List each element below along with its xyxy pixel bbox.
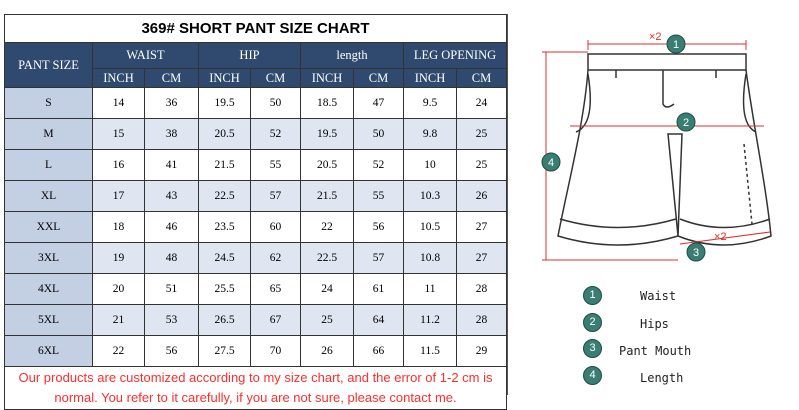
value-cell: 56 [145,336,199,367]
value-cell: 55 [251,150,301,181]
table-row [5,336,507,367]
value-cell: 43 [145,181,199,212]
value-cell: 28 [457,305,507,336]
value-cell: 65 [251,274,301,305]
size-cell: L [5,150,93,181]
value-cell: 9.8 [404,119,457,150]
value-cell: 21.5 [199,150,251,181]
table-row [5,88,507,119]
value-cell: 36 [145,88,199,119]
size-cell: 5XL [5,305,93,336]
value-cell: 26 [457,181,507,212]
marker-3 [687,243,705,261]
value-cell: 17 [93,181,145,212]
size-cell: 6XL [5,336,93,367]
waist-multiplier: ×2 [649,31,662,43]
size-cell: 3XL [5,243,93,274]
table-row [5,243,507,274]
legend-num-4: 4 [583,366,602,385]
size-cell: S [5,88,93,119]
value-cell: 24 [301,274,354,305]
value-cell: 22 [93,336,145,367]
value-cell: 25 [457,119,507,150]
value-cell: 25 [457,150,507,181]
unit-header: CM [251,69,301,88]
value-cell: 28 [457,274,507,305]
table-row [5,119,507,150]
value-cell: 57 [251,181,301,212]
value-cell: 52 [251,119,301,150]
value-cell: 56 [354,212,404,243]
value-cell: 70 [251,336,301,367]
shorts-diagram [508,14,799,274]
value-cell: 18 [93,212,145,243]
value-cell: 27 [457,212,507,243]
value-cell: 10 [404,150,457,181]
value-cell: 60 [251,212,301,243]
value-cell: 24 [457,88,507,119]
value-cell: 22.5 [301,243,354,274]
value-cell: 47 [354,88,404,119]
value-cell: 11.2 [404,305,457,336]
value-cell: 61 [354,274,404,305]
value-cell: 10.5 [404,212,457,243]
legend-label-pant-mouth: Pant Mouth [619,344,692,358]
value-cell: 26 [301,336,354,367]
legend-label-length: Length [640,371,684,385]
value-cell: 11 [404,274,457,305]
value-cell: 16 [93,150,145,181]
svg-text:4: 4 [547,157,555,169]
table-row [5,305,507,336]
value-cell: 53 [145,305,199,336]
value-cell: 20.5 [301,150,354,181]
shorts-outline [558,54,771,245]
size-cell: M [5,119,93,150]
value-cell: 20 [93,274,145,305]
hip-header: HIP [199,43,301,69]
legend-label-hips: Hips [640,317,669,331]
value-cell: 38 [145,119,199,150]
value-cell: 11.5 [404,336,457,367]
value-cell: 21.5 [301,181,354,212]
value-cell: 9.5 [404,88,457,119]
value-cell: 10.3 [404,181,457,212]
value-cell: 62 [251,243,301,274]
waist-header: WAIST [93,43,199,69]
marker-2 [677,113,695,131]
size-chart-panel [4,14,506,405]
chart-title: 369# SHORT PANT SIZE CHART [5,15,507,43]
leg-opening-header: LEG OPENING [404,43,507,69]
value-cell: 46 [145,212,199,243]
legend-label-waist: Waist [640,289,677,303]
unit-header: CM [457,69,507,88]
value-cell: 25.5 [199,274,251,305]
value-cell: 27.5 [199,336,251,367]
unit-header: INCH [301,69,354,88]
diagram-panel [508,14,799,395]
size-cell: XL [5,181,93,212]
value-cell: 22 [301,212,354,243]
value-cell: 55 [354,181,404,212]
value-cell: 50 [251,88,301,119]
value-cell: 15 [93,119,145,150]
value-cell: 57 [354,243,404,274]
value-cell: 48 [145,243,199,274]
table-row [5,150,507,181]
size-cell: 4XL [5,274,93,305]
unit-header: INCH [93,69,145,88]
value-cell: 14 [93,88,145,119]
unit-header: INCH [199,69,251,88]
value-cell: 23.5 [199,212,251,243]
svg-text:2: 2 [682,117,690,129]
leg-multiplier: ×2 [714,231,727,243]
value-cell: 25 [301,305,354,336]
legend-num-1: 1 [583,286,602,305]
value-cell: 64 [354,305,404,336]
table-body [5,88,507,367]
legend-num-3: 3 [583,339,602,358]
value-cell: 29 [457,336,507,367]
value-cell: 26.5 [199,305,251,336]
value-cell: 22.5 [199,181,251,212]
unit-header: CM [145,69,199,88]
value-cell: 19.5 [301,119,354,150]
value-cell: 27 [457,243,507,274]
value-cell: 66 [354,336,404,367]
svg-text:1: 1 [672,39,680,51]
value-cell: 50 [354,119,404,150]
value-cell: 18.5 [301,88,354,119]
value-cell: 10.8 [404,243,457,274]
value-cell: 20.5 [199,119,251,150]
marker-1 [667,35,685,53]
size-cell: XXL [5,212,93,243]
unit-header: CM [354,69,404,88]
value-cell: 19 [93,243,145,274]
disclaimer-note: Our products are customized according to my size chart, and the error of 1-2 cm is normal. You refer to it carefully, if you are not sure, please contact me. [5,367,507,410]
pant-size-header: PANT SIZE [5,43,93,88]
table-row [5,212,507,243]
value-cell: 51 [145,274,199,305]
value-cell: 41 [145,150,199,181]
value-cell: 24.5 [199,243,251,274]
marker-4 [542,153,560,171]
value-cell: 67 [251,305,301,336]
table-row [5,181,507,212]
value-cell: 52 [354,150,404,181]
value-cell: 21 [93,305,145,336]
legend-num-2: 2 [583,313,602,332]
length-header: length [301,43,404,69]
unit-header: INCH [404,69,457,88]
size-table [4,14,507,410]
table-row [5,274,507,305]
value-cell: 19.5 [199,88,251,119]
svg-text:3: 3 [692,247,700,259]
